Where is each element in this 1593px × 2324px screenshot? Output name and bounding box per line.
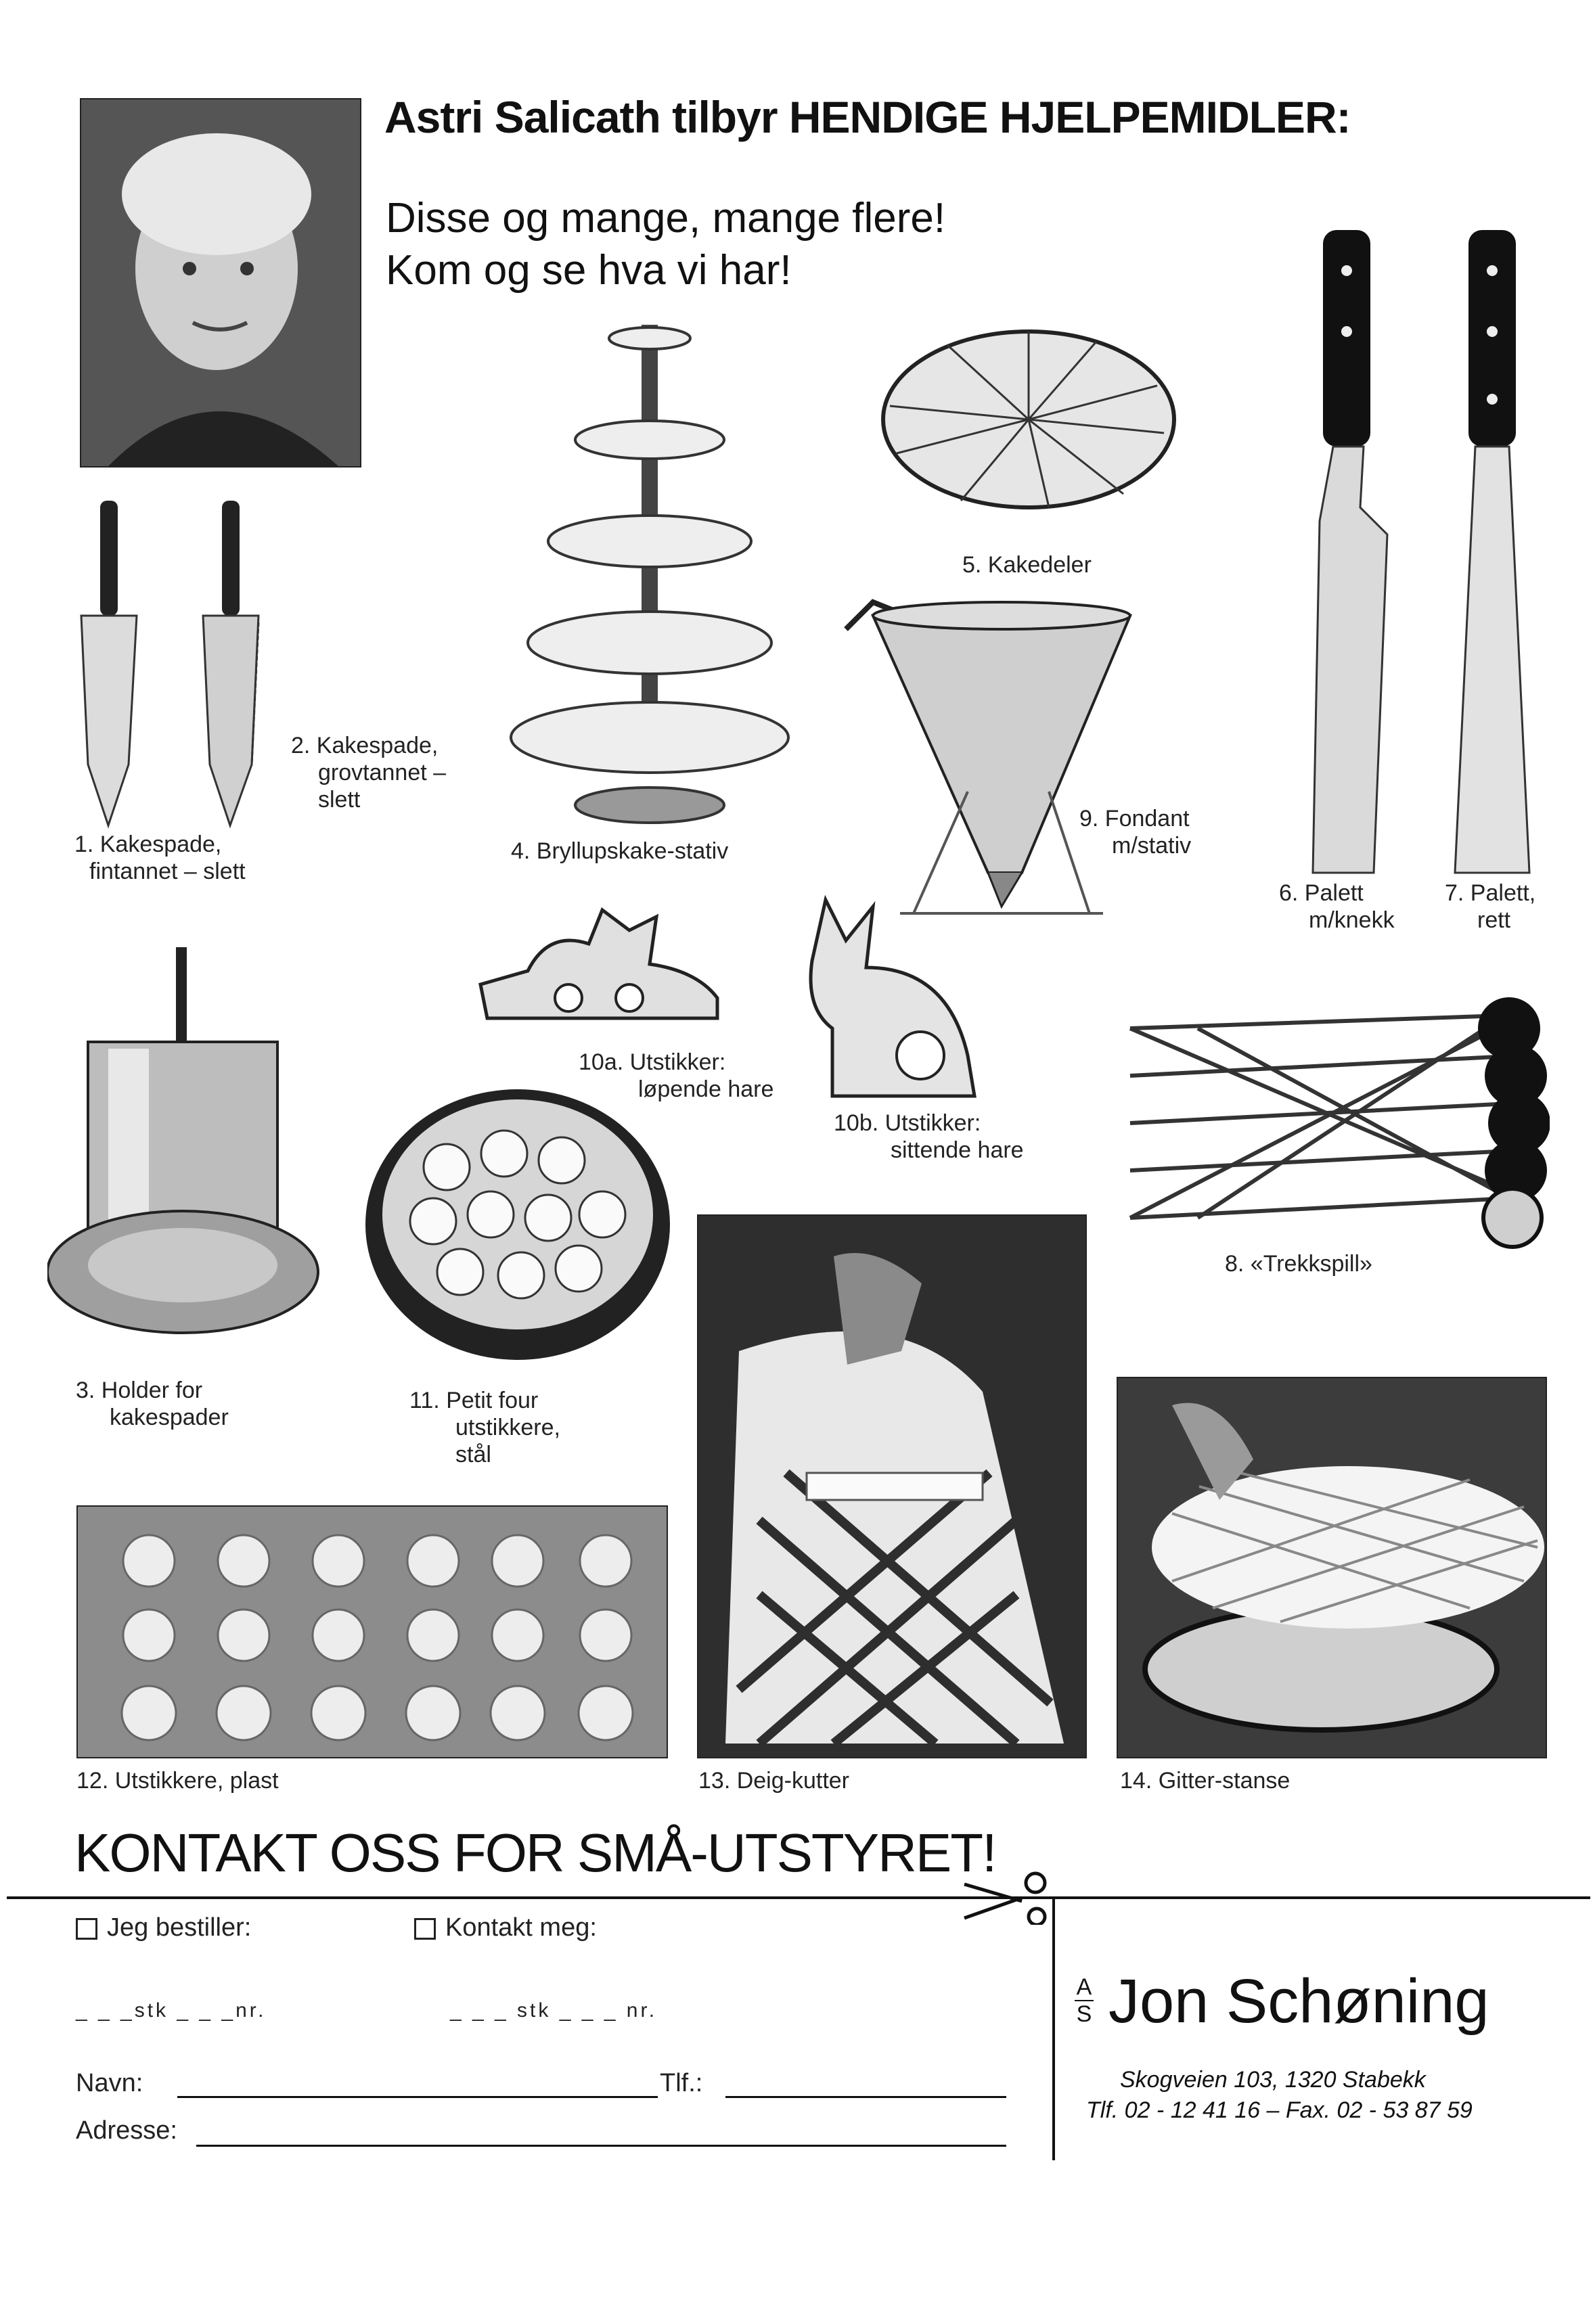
caption-12: 12. Utstikkere, plast [76, 1768, 279, 1794]
caption-8: 8. «Trekkspill» [1225, 1251, 1372, 1277]
address-label: Adresse: [76, 2116, 177, 2145]
name-label: Navn: [76, 2069, 143, 2097]
scissors-icon [961, 1871, 1056, 1925]
phone-field[interactable] [725, 2096, 1006, 2098]
caption-7: 7. Palett, rett [1445, 880, 1536, 933]
caption-9: 9. Fondant m/stativ [1079, 806, 1192, 859]
order-checkbox[interactable] [76, 1918, 97, 1940]
headline: Astri Salicath tilbyr HENDIGE HJELPEMIDLER: [384, 92, 1351, 142]
company-phone-fax: Tlf. 02 - 12 41 16 – Fax. 02 - 53 87 59 [1086, 2097, 1473, 2123]
contact-title: KONTAKT OSS FOR SMÅ-UTSTYRET! [74, 1823, 996, 1883]
coupon-divider [1052, 1896, 1055, 2160]
caption-13: 13. Deig-kutter [698, 1768, 849, 1794]
hare-cutter-sitting-illustration [792, 893, 988, 1103]
server-holder-illustration [47, 940, 325, 1340]
company-prefix: A S [1075, 1974, 1094, 2027]
portrait-photo [80, 98, 361, 468]
name-field[interactable] [177, 2096, 658, 2098]
lattice-punch-photo [1117, 1377, 1547, 1758]
plastic-cutters-photo [76, 1505, 668, 1758]
caption-6: 6. Palett m/knekk [1279, 880, 1395, 933]
contact-option[interactable] [414, 1913, 597, 1942]
caption-10b: 10b. Utstikker: sittende hare [834, 1110, 1024, 1163]
order-label: Jeg bestiller: [107, 1913, 252, 1942]
contact-label: Kontakt meg: [445, 1913, 597, 1942]
petit-four-tin-illustration [359, 1079, 677, 1370]
order-option[interactable] [76, 1913, 251, 1942]
dough-cutter-photo [697, 1214, 1087, 1758]
cake-divider-illustration [873, 318, 1184, 534]
cut-line [7, 1896, 1590, 1899]
caption-5: 5. Kakedeler [962, 552, 1092, 578]
caption-3: 3. Holder for kakespader [76, 1377, 229, 1430]
cake-server-illustration [74, 501, 277, 839]
caption-10a: 10a. Utstikker: løpende hare [579, 1049, 774, 1102]
caption-2: 2. Kakespade, grovtannet – slett [291, 733, 447, 813]
pastry-roller-illustration [1117, 988, 1550, 1279]
cake-stand-illustration [501, 318, 799, 832]
contact-checkbox[interactable] [414, 1918, 436, 1940]
subheadline-2: Kom og se hva vi har! [386, 247, 792, 294]
subheadline-1: Disse og mange, mange flere! [386, 195, 946, 242]
company-name: Jon Schøning [1108, 1967, 1489, 2036]
caption-14: 14. Gitter-stanse [1120, 1768, 1291, 1794]
address-field[interactable] [196, 2145, 1006, 2147]
qty-field-1[interactable]: _ _ _stk _ _ _nr. [76, 1999, 267, 2022]
caption-11: 11. Petit four utstikkere, stål [409, 1388, 560, 1467]
funnel-illustration [832, 589, 1157, 940]
hare-cutter-running-illustration [474, 903, 731, 1039]
phone-label: Tlf.: [660, 2069, 703, 2097]
caption-1: 1. Kakespade, fintannet – slett [74, 831, 246, 884]
qty-field-2[interactable]: _ _ _ stk _ _ _ nr. [450, 1999, 658, 2022]
palette-knife-illustration [1272, 223, 1543, 880]
caption-4: 4. Bryllupskake-stativ [511, 838, 729, 864]
company-address: Skogveien 103, 1320 Stabekk [1120, 2067, 1426, 2093]
